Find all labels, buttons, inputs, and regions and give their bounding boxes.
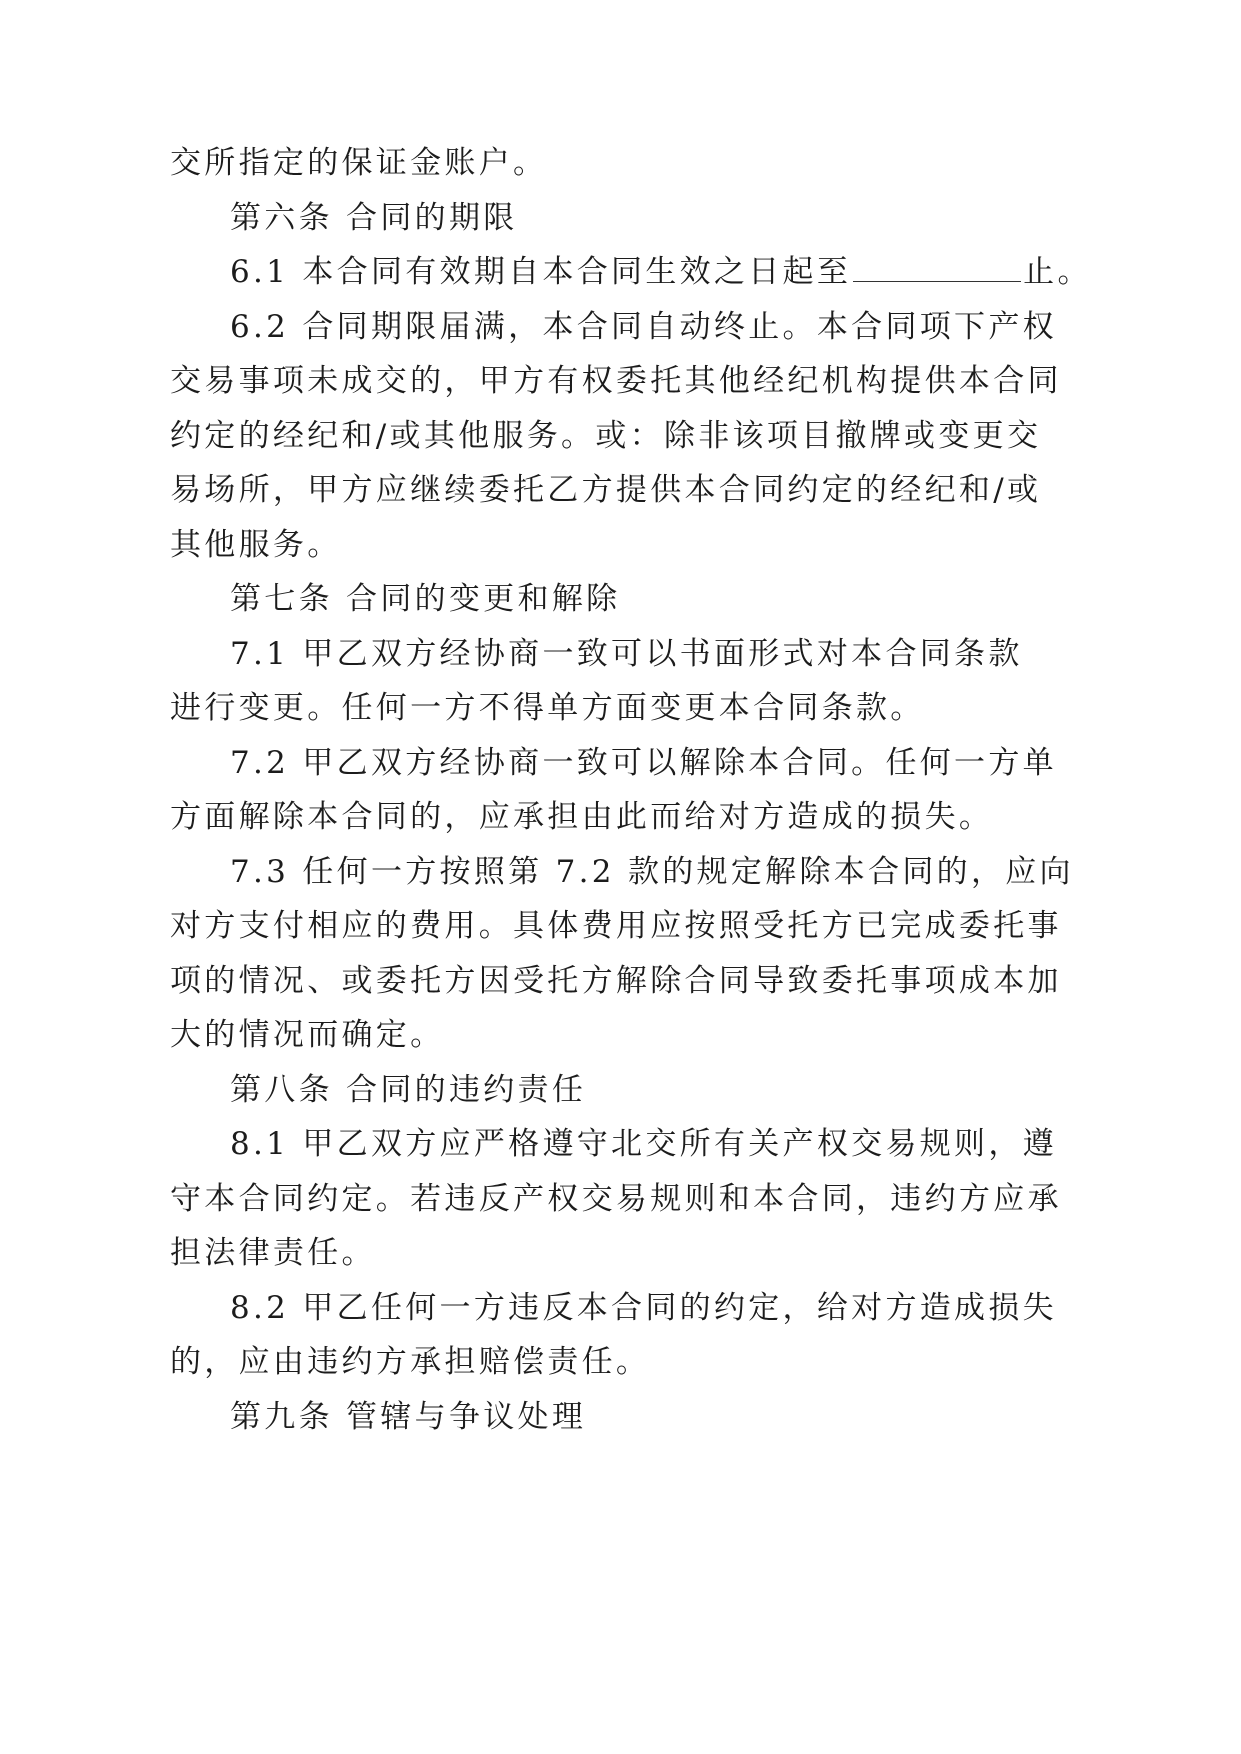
text-line: 其他服务。	[170, 527, 342, 563]
text-line: 方面解除本合同的，应承担由此而给对方造成的损失。	[170, 799, 994, 835]
clause-text: 6.1 本合同有效期自本合同生效之日起至	[230, 254, 852, 290]
text-line: 易场所，甲方应继续委托乙方提供本合同约定的经纪和/或	[170, 472, 1042, 508]
text-line: 8.1 甲乙双方应严格遵守北交所有关产权交易规则，遵	[230, 1126, 1057, 1162]
text-line: 项的情况、或委托方因受托方解除合同导致委托事项成本加	[170, 963, 1062, 999]
fill-in-blank	[853, 257, 1021, 282]
section-heading: 第七条 合同的变更和解除	[230, 581, 621, 617]
text-line: 担法律责任。	[170, 1235, 376, 1271]
text-line: 守本合同约定。若违反产权交易规则和本合同，违约方应承	[170, 1181, 1062, 1217]
text-line: 6.2 合同期限届满，本合同自动终止。本合同项下产权	[230, 309, 1057, 345]
section-heading: 第九条 管辖与争议处理	[230, 1399, 587, 1435]
text-line: 约定的经纪和/或其他服务。或：除非该项目撤牌或变更交	[170, 418, 1042, 454]
text-line: 7.1 甲乙双方经协商一致可以书面形式对本合同条款	[230, 636, 1023, 672]
section-heading: 第六条 合同的期限	[230, 200, 518, 236]
text-line: 大的情况而确定。	[170, 1017, 445, 1053]
text-line: 进行变更。任何一方不得单方面变更本合同条款。	[170, 690, 925, 726]
text-line: 7.2 甲乙双方经协商一致可以解除本合同。任何一方单	[230, 745, 1057, 781]
text-line: 对方支付相应的费用。具体费用应按照受托方已完成委托事	[170, 908, 1062, 944]
text-line: 的，应由违约方承担赔偿责任。	[170, 1344, 651, 1380]
section-heading: 第八条 合同的违约责任	[230, 1072, 587, 1108]
text-line	[230, 252, 1092, 292]
text-line: 交所指定的保证金账户。	[170, 145, 548, 181]
text-line: 交易事项未成交的，甲方有权委托其他经纪机构提供本合同	[170, 363, 1062, 399]
text-line: 8.2 甲乙任何一方违反本合同的约定，给对方造成损失	[230, 1290, 1057, 1326]
text-line: 7.3 任何一方按照第 7.2 款的规定解除本合同的，应向	[230, 854, 1074, 890]
clause-text-end: 止。	[1023, 254, 1092, 290]
